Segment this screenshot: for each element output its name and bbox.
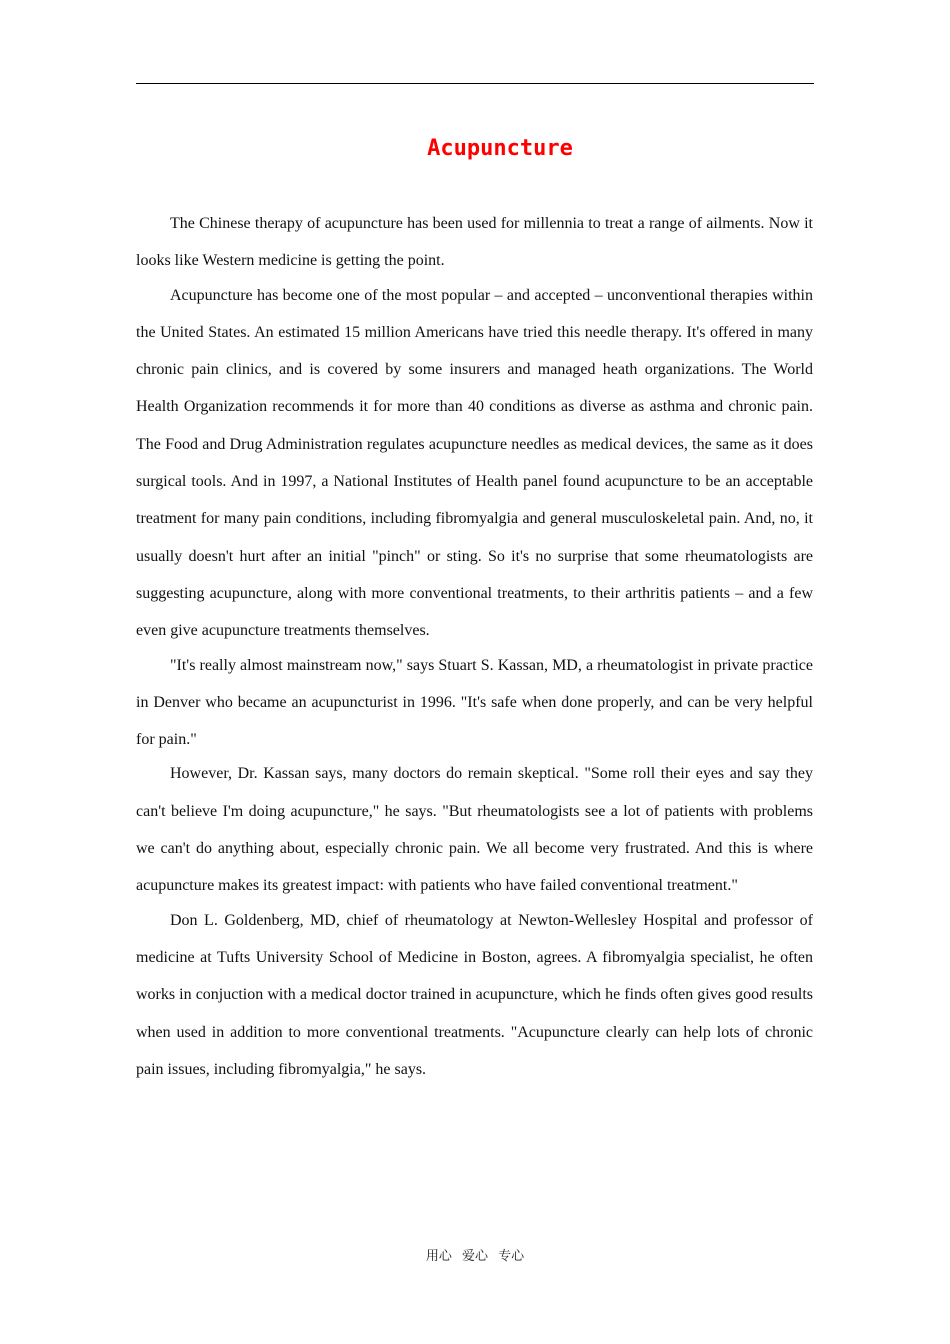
paragraph-intro: The Chinese therapy of acupuncture has been used for millennia to treat a range of ailments. Now it looks like Western medicine is getting the point. bbox=[136, 215, 813, 270]
document-body bbox=[136, 205, 813, 1085]
paragraph-goldenberg: Don L. Goldenberg, MD, chief of rheumatology at Newton-Wellesley Hospital and professor of medicine at Tufts University School of Medicine in Boston, agrees. A fibromyalgia specialist, he often works in conjuction with a medical doctor trained in acupuncture, which he finds often gives good results when used in addition to more conventional treatments. "Acupuncture clearly can help lots of chronic pain issues, including fibromyalgia," he says. bbox=[136, 911, 813, 1078]
paragraph-popularity: Acupuncture has become one of the most popular – and accepted – unconventional therapies within the United States. An estimated 15 million Americans have tried this needle therapy. It's offered in many chronic pain clinics, and is covered by some insurers and managed heath organizations. The World Health Organization recommends it for more than 40 conditions as diverse as asthma and chronic pain. The Food and Drug Administration regulates acupuncture needles as medical devices, the same as it does surgical tools. And in 1997, a National Institutes of Health panel found acupuncture to be an acceptable treatment for many pain conditions, including fibromyalgia and general musculoskeletal pain. And, no, it usually doesn't hurt after an initial "pinch" or sting. So it's no surprise that some rheumatologists are suggesting acupuncture, along with more conventional treatments, to their arthritis patients – and a few even give acupuncture treatments themselves. bbox=[136, 286, 813, 640]
header-rule bbox=[136, 83, 814, 84]
paragraph-kassan-quote: "It's really almost mainstream now," says Stuart S. Kassan, MD, a rheumatologist in private practice in Denver who became an acupuncturist in 1996. "It's safe when done properly, and can be very helpful for pain." bbox=[136, 656, 813, 749]
page-footer: 用心 爱心 专心 bbox=[425, 1249, 525, 1264]
paragraph-skepticism: However, Dr. Kassan says, many doctors do remain skeptical. "Some roll their eyes and say they can't believe I'm doing acupuncture," he says. "But rheumatologists see a lot of patients with problems we can't do anything about, especially chronic pain. We all become very frustrated. And this is where acupuncture makes its greatest impact: with patients who have failed conventional treatment." bbox=[136, 765, 813, 895]
document-title: Acupuncture bbox=[427, 136, 573, 161]
